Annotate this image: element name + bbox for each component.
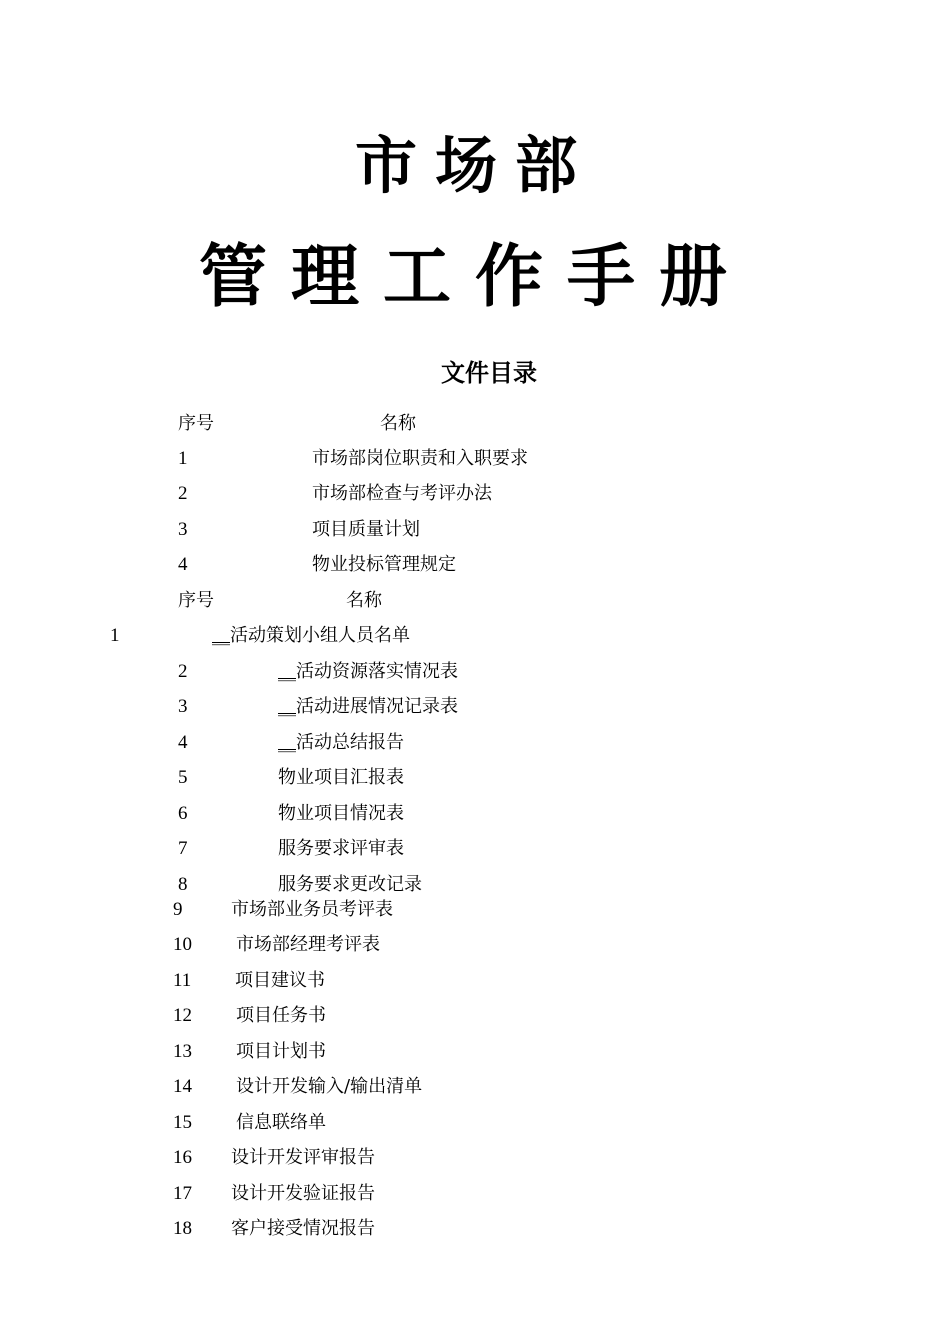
table1-header-seq: 序号 bbox=[178, 413, 214, 434]
table2-row-no: 13 bbox=[173, 1041, 192, 1062]
table1-row-no: 3 bbox=[178, 519, 188, 540]
table2-row-no: 11 bbox=[173, 970, 192, 991]
table1-row-name: 项目质量计划 bbox=[312, 519, 420, 540]
table2-row-name: 市场部经理考评表 bbox=[236, 934, 380, 955]
subtitle: 文件目录 bbox=[441, 359, 537, 387]
table2-row-no: 3 bbox=[178, 696, 188, 717]
table1-row-name: 物业投标管理规定 bbox=[312, 554, 456, 575]
table2-row-no: 17 bbox=[173, 1183, 192, 1204]
table2-row-name: 服务要求评审表 bbox=[278, 838, 404, 859]
table2-row-no: 7 bbox=[178, 838, 188, 859]
table2-row-no: 9 bbox=[173, 899, 183, 920]
table2-row-no: 2 bbox=[178, 661, 188, 682]
table2-row-no: 1 bbox=[110, 625, 120, 646]
table2-row-no: 6 bbox=[178, 803, 188, 824]
blank-underline: __ bbox=[212, 625, 230, 646]
blank-underline: __ bbox=[278, 696, 296, 717]
table2-row-no: 15 bbox=[173, 1112, 192, 1133]
table2-row-name: 物业项目汇报表 bbox=[278, 767, 404, 788]
table2-row-name: 项目任务书 bbox=[236, 1005, 326, 1026]
table2-row-name bbox=[278, 731, 404, 755]
table2-row-no: 16 bbox=[173, 1147, 192, 1168]
table2-row-name: 物业项目情况表 bbox=[278, 803, 404, 824]
table2-row-name: 服务要求更改记录 bbox=[278, 874, 422, 895]
table2-row-name-text: 活动总结报告 bbox=[296, 732, 404, 753]
table2-row-name bbox=[278, 660, 458, 684]
table2-row-no: 12 bbox=[173, 1005, 192, 1026]
table2-row-name: 市场部业务员考评表 bbox=[231, 899, 393, 920]
table2-row-name: 客户接受情况报告 bbox=[231, 1218, 375, 1239]
table2-row-name: 设计开发评审报告 bbox=[231, 1147, 375, 1168]
table1-header-name: 名称 bbox=[380, 413, 416, 434]
table2-row-name: 设计开发验证报告 bbox=[231, 1183, 375, 1204]
title-line-1: 市场部 bbox=[354, 129, 595, 202]
table2-row-name: 设计开发输入/输出清单 bbox=[236, 1076, 423, 1097]
table1-row-name: 市场部岗位职责和入职要求 bbox=[312, 448, 528, 469]
table2-row-no: 18 bbox=[173, 1218, 192, 1239]
table2-row-name bbox=[212, 624, 410, 648]
table2-header-seq: 序号 bbox=[178, 590, 214, 611]
table2-row-name-text: 活动进展情况记录表 bbox=[296, 696, 458, 717]
table2-row-name: 信息联络单 bbox=[236, 1112, 326, 1133]
table2-row-no: 14 bbox=[173, 1076, 192, 1097]
blank-underline: __ bbox=[278, 661, 296, 682]
table2-row-name-text: 活动策划小组人员名单 bbox=[230, 625, 410, 646]
table1-row-name: 市场部检查与考评办法 bbox=[312, 483, 492, 504]
table2-row-no: 8 bbox=[178, 874, 188, 895]
table2-row-no: 4 bbox=[178, 732, 188, 753]
table1-row-no: 2 bbox=[178, 483, 188, 504]
table2-row-no: 10 bbox=[173, 934, 192, 955]
table2-row-no: 5 bbox=[178, 767, 188, 788]
table1-row-no: 1 bbox=[178, 448, 188, 469]
table2-row-name bbox=[278, 695, 458, 719]
table1-row-no: 4 bbox=[178, 554, 188, 575]
table2-row-name: 项目建议书 bbox=[235, 970, 325, 991]
table2-header-name: 名称 bbox=[346, 590, 382, 611]
table2-row-name-text: 活动资源落实情况表 bbox=[296, 661, 458, 682]
table2-row-name: 项目计划书 bbox=[236, 1041, 326, 1062]
title-line-2: 管理工作手册 bbox=[198, 238, 751, 317]
blank-underline: __ bbox=[278, 732, 296, 753]
